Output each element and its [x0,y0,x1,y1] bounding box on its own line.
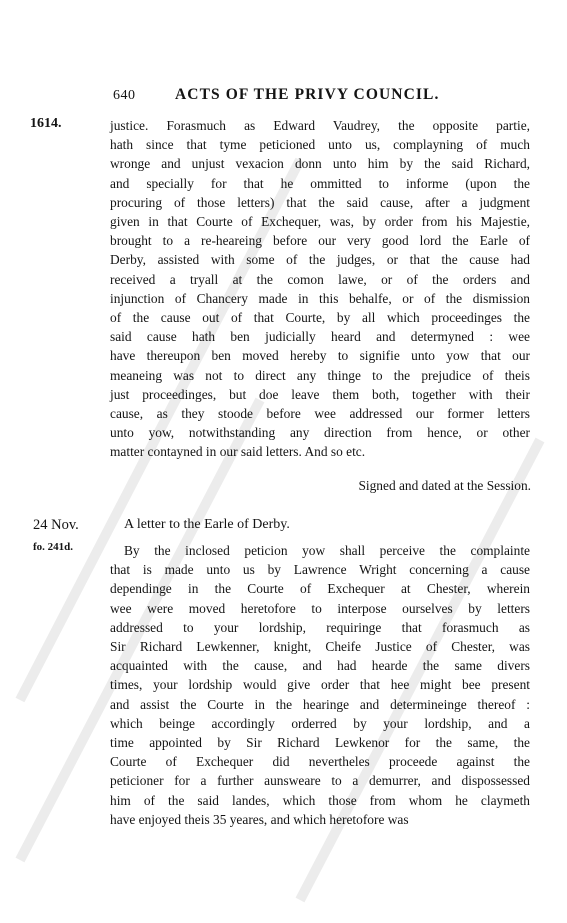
text-line: meaneing was not to direct any thinge to the prejudice of theis [110,367,530,383]
text-line: hath since that tyme peticioned unto us, complayning of much [110,137,530,153]
paragraph-2 [110,541,530,829]
text-line: given in that Courte of Exchequer, was, by order from his Majestie, [110,214,530,230]
text-line: unto yow, notwithstanding any direction from hence, or other [110,425,530,441]
signed-line: Signed and dated at the Session. [358,478,531,493]
text-line: and specially for that he ommitted to informe (upon the [110,175,530,191]
text-line: have enjoyed theis 35 yeares, and which heretofore was [110,811,409,827]
paragraph-1 [110,116,530,462]
text-line: addressed to your lordship, requiringe that forasmuch as [110,619,530,635]
text-line: dependinge in the Courte of Exchequer at Chester, wherein [110,581,530,597]
text-line: time appointed by Sir Richard Lewkenor for the same, the [110,735,530,751]
margin-date: 24 Nov. [33,517,79,533]
page-number: 640 [113,88,136,103]
text-line: and assist the Courte in the hearinge and determineinge thereof : [110,696,530,712]
margin-folio: fo. 241d. [33,541,74,553]
text-line: wee were moved heretofore to interpose ourselves by letters [110,600,530,616]
text-line: brought to a re-heareing before our very good lord the Earle of [110,233,530,249]
letter-heading: A letter to the Earle of Derby. [124,517,290,532]
text-line: peticioner for a further aunsweare to a demurrer, and dispossessed [110,773,530,789]
text-line: Courte of Exchequer did nevertheles proceede against the [110,754,530,770]
text-line: said cause hath ben judicially heard and determyned : wee [110,329,530,345]
text-line: justice. Forasmuch as Edward Vaudrey, the opposite partie, [110,118,530,133]
text-line: just proceedinges, but doe leave them both, together with their [110,386,530,402]
text-line: matter contayned in our said letters. And so etc. [110,444,366,460]
text-line: wronge and unjust vexacion donn unto him by the said Richard, [110,156,530,172]
text-line: him of the said landes, which those from whom he claymeth [110,792,530,808]
text-line: injunction of Chancery made in this behalfe, or of the dismission [110,290,530,306]
text-line: procuring of those letters) that the said cause, after a judgment [110,194,530,210]
text-line: have thereupon ben moved hereby to signifie unto yow that our [110,348,530,364]
text-line: Sir Richard Lewkenner, knight, Cheife Justice of Chester, was [110,639,530,655]
running-head: ACTS OF THE PRIVY COUNCIL. [175,86,440,103]
text-line: which beinge accordingly orderred by your lordship, and a [110,715,530,731]
text-line: cause, as they stoode before wee addressed our former letters [110,406,530,422]
margin-year: 1614. [30,116,62,131]
text-line: times, your lordship would give order that hee might bee present [110,677,530,693]
text-line: acquainted with the cause, and had hearde the same divers [110,658,530,674]
text-line: that is made unto us by Lawrence Wright concerning a cause [110,562,530,578]
text-line: of the cause out of that Courte, by all which proceedinges the [110,310,530,326]
text-line: Derby, assisted with some of the judges, or that the cause had [110,252,530,268]
text-line: By the inclosed peticion yow shall perceive the complainte [124,543,530,558]
text-line: received a tryall at the comon lawe, or of the orders and [110,271,530,287]
